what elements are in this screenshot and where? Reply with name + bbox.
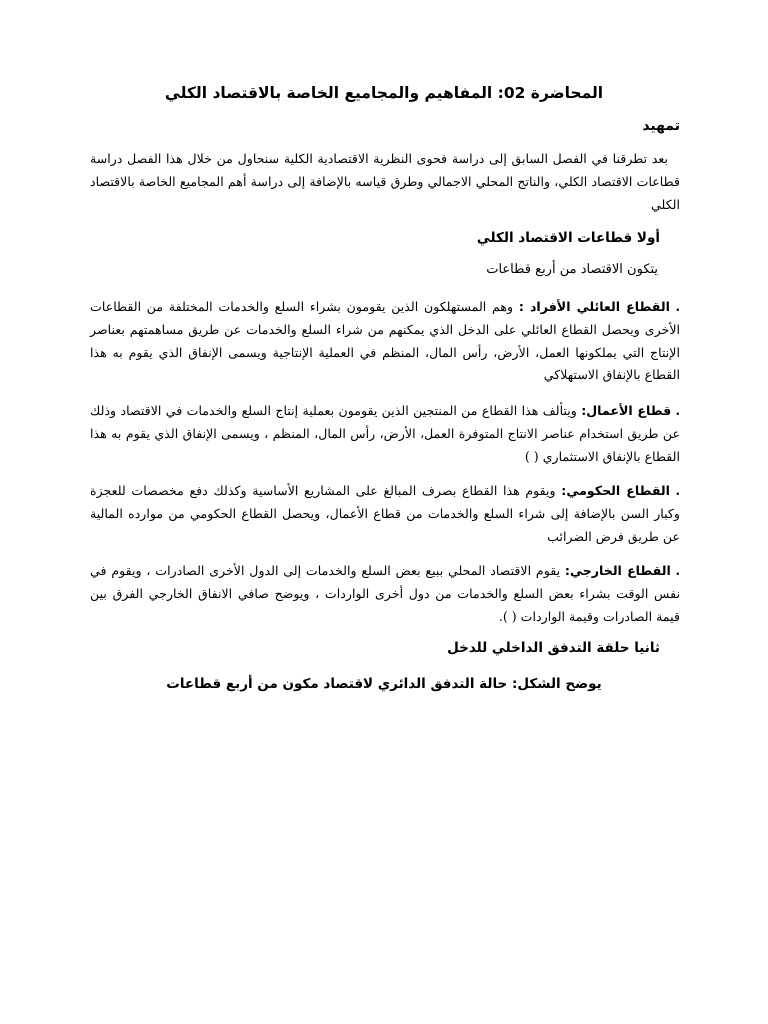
sector-foreign-text: يقوم الاقتصاد المحلي ببيع بعض السلع والخدمات إلى الدول الأخرى الصادرات ، ويقوم في نفس الوقت بشراء بعض السلع والخدمات من دول أخرى الواردات ، ويوضح صافي الانفاق الخارجي الفرق بين قيمة الصادرات وقيمة الواردات ( ). (90, 563, 680, 624)
sector-foreign-name: القطاع الخارجي: (564, 563, 671, 578)
composition-line: يتكون الاقتصاد من أربع قطاعات (486, 262, 658, 277)
sector-foreign-paragraph (90, 560, 680, 628)
sector-household-name: القطاع العائلي الأفراد : (518, 299, 670, 314)
bullet: . (675, 299, 680, 314)
section-heading-circular-flow: ثانيا حلقة التدفق الداخلي للدخل (447, 640, 660, 656)
sector-household-text: وهم المستهلكون الذين يقومون بشراء السلع والخدمات المختلفة من القطاعات الأخرى ويحصل القطاع العائلي على الدخل الذي يمكنهم من شراء السلع والخدمات عن طريق مساهمتهم بعناصر الإنتاج التي يملكونها العمل، الأرض، رأس المال، المنظم في العملية الإنتاجية ويسمى الإنفاق الذي يقوم به هذا القطاع بالإنفاق الاستهلاكي (90, 299, 680, 383)
sector-business-paragraph (90, 400, 680, 468)
sector-government-text: ويقوم هذا القطاع بصرف المبالغ على المشاريع الأساسية وكذلك دفع مخصصات للعجزة وكبار السن بالإضافة إلى شراء السلع والخدمات من قطاع الأعمال، ويحصل القطاع الحكومي من موارده المالية عن طريق فرض الضرائب (90, 483, 680, 544)
intro-paragraph: بعد تطرقنا في الفصل السابق إلى دراسة فحوى النظرية الاقتصادية الكلية سنحاول من خلال هذا الفصل دراسة قطاعات الاقتصاد الكلي، والناتج المحلي الاجمالي وطرق قياسه بالإضافة إلى دراسة أهم المجاميع الخاصة بالاقتصاد الكلي (90, 151, 680, 212)
bullet: . (675, 483, 680, 498)
section-heading-sectors: أولا قطاعات الاقتصاد الكلي (476, 230, 660, 246)
sector-business-name: قطاع الأعمال: (581, 403, 672, 418)
intro-heading: تمهيد (642, 118, 680, 134)
sector-government-name: القطاع الحكومي: (561, 483, 670, 498)
bullet: . (675, 563, 680, 578)
bullet: . (675, 403, 681, 418)
lecture-title: المحاضرة 02: المفاهيم والمجاميع الخاصة بالاقتصاد الكلي (164, 84, 604, 102)
sector-business-text: ويتألف هذا القطاع من المنتجين الذين يقومون بعملية إنتاج السلع والخدمات في الاقتصاد وذلك عن طريق استخدام عناصر الانتاج المتوفرة العمل، الأرض، رأس المال، المنظم ، ويسمى الإنفاق الذي يقوم به هذا القطاع بالإنفاق الاستثماري ( ) (90, 403, 680, 464)
sector-government-paragraph (90, 480, 680, 548)
figure-caption: يوضح الشكل: حالة التدفق الدائري لاقتصاد مكون من أربع قطاعات (166, 676, 602, 692)
sector-household-paragraph (90, 296, 680, 387)
